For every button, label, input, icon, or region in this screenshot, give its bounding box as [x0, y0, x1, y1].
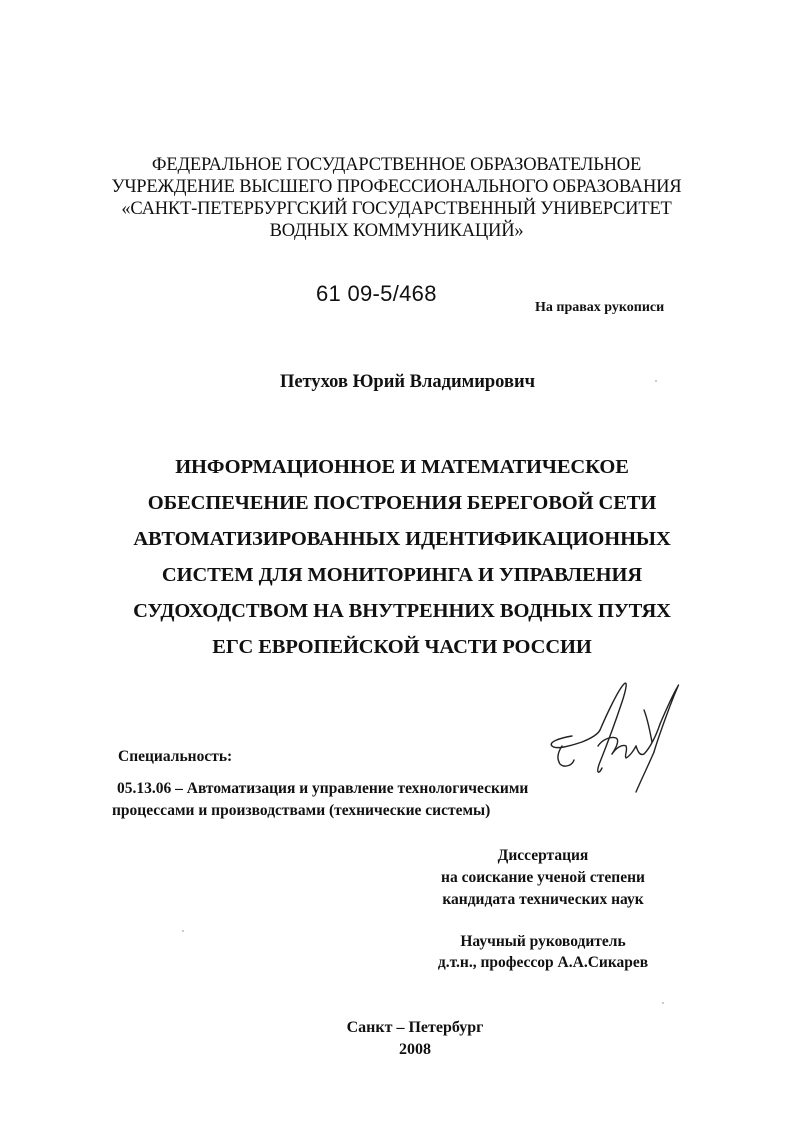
supervisor-block: [393, 931, 693, 973]
author-name: Петухов Юрий Владимирович: [279, 372, 536, 392]
dissertation-degree-block: [393, 845, 693, 911]
degree-line: кандидата технических наук: [442, 891, 644, 908]
institution-header: [60, 154, 733, 242]
specialty-line: процессами и производствами (технические системы): [112, 802, 491, 819]
signature-image: [540, 680, 680, 800]
scan-speck: [182, 930, 184, 932]
institution-line: ВОДНЫХ КОММУНИКАЦИЙ»: [269, 221, 524, 241]
degree-line: на соискание ученой степени: [441, 869, 645, 886]
specialty-line: 05.13.06 – Автоматизация и управление технологическими: [117, 780, 529, 797]
year: 2008: [399, 1041, 431, 1058]
supervisor-line: Научный руководитель: [460, 933, 626, 950]
place-and-year: [300, 1017, 530, 1061]
dissertation-title: [90, 449, 714, 665]
title-line: СУДОХОДСТВОМ НА ВНУТРЕННИХ ВОДНЫХ ПУТЯХ: [133, 600, 671, 622]
title-line: ЕГС ЕВРОПЕЙСКОЙ ЧАСТИ РОССИИ: [212, 636, 592, 658]
title-line: ОБЕСПЕЧЕНИЕ ПОСТРОЕНИЯ БЕРЕГОВОЙ СЕТИ: [147, 492, 657, 514]
title-line: ИНФОРМАЦИОННОЕ И МАТЕМАТИЧЕСКОЕ: [175, 456, 629, 478]
specialty-description: [112, 778, 528, 822]
scan-speck: [655, 380, 657, 382]
institution-line: ФЕДЕРАЛЬНОЕ ГОСУДАРСТВЕННОЕ ОБРАЗОВАТЕЛЬНОЕ: [151, 155, 642, 175]
institution-line: УЧРЕЖДЕНИЕ ВЫСШЕГО ПРОФЕССИОНАЛЬНОГО ОБРАЗОВАНИЯ: [111, 177, 682, 197]
scan-speck: [662, 1002, 664, 1004]
degree-line: Диссертация: [497, 847, 589, 864]
supervisor-line: д.т.н., профессор А.А.Сикарев: [437, 954, 649, 971]
institution-line: «САНКТ-ПЕТЕРБУРГСКИЙ ГОСУДАРСТВЕННЫЙ УНИВЕРСИТЕТ: [121, 199, 672, 219]
city: Санкт – Петербург: [346, 1019, 484, 1036]
archive-code: 61 09-5/468: [316, 281, 437, 306]
title-line: СИСТЕМ ДЛЯ МОНИТОРИНГА И УПРАВЛЕНИЯ: [161, 564, 643, 586]
title-line: АВТОМАТИЗИРОВАННЫХ ИДЕНТИФИКАЦИОННЫХ: [133, 528, 671, 550]
manuscript-note: На правах рукописи: [535, 300, 665, 315]
specialty-label: Специальность:: [118, 748, 233, 765]
